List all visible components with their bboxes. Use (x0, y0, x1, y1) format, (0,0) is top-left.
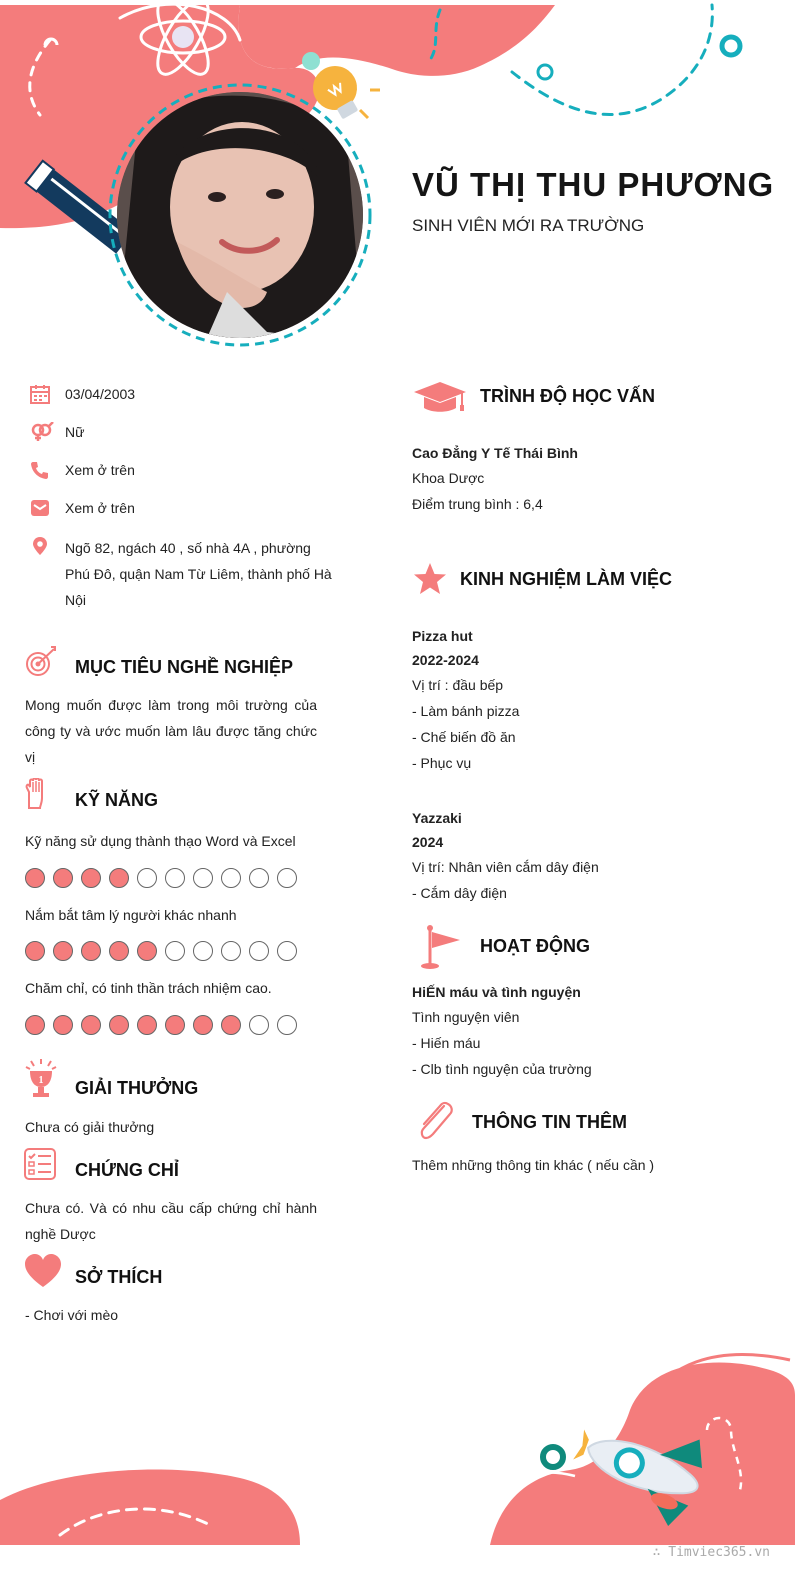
star-icon (412, 562, 448, 596)
phone-value: Xem ở trên (65, 462, 135, 478)
heart-icon (24, 1254, 62, 1288)
rating-dot-empty (193, 868, 213, 888)
education-title: TRÌNH ĐỘ HỌC VẤN (480, 386, 655, 406)
activity-line-1: Tình nguyện viên (412, 1009, 520, 1025)
atom-icon (141, 0, 225, 81)
rating-dot-filled (109, 1015, 129, 1035)
rating-dot-empty (221, 941, 241, 961)
rating-dot-empty (193, 941, 213, 961)
job-1-line-1: Vị trí : đầu bếp (412, 677, 504, 693)
rating-dot-empty (277, 868, 297, 888)
rating-dot-filled (137, 1015, 157, 1035)
rating-dot-filled (109, 941, 129, 961)
awards-text: Chưa có giải thưởng (25, 1119, 155, 1135)
skill-rating-3 (25, 1015, 297, 1035)
activity-name: HiẾN máu và tình nguyện (412, 984, 581, 1000)
svg-text:1: 1 (38, 1075, 44, 1086)
skill-rating-1 (25, 868, 297, 888)
rocket-icon (563, 1401, 713, 1531)
rating-dot-filled (25, 1015, 45, 1035)
skill-rating-2 (25, 941, 297, 961)
gender-icon (30, 422, 54, 442)
flag-icon (418, 924, 462, 970)
rating-dot-filled (137, 941, 157, 961)
gender-value: Nữ (65, 424, 85, 440)
skills-title: KỸ NĂNG (75, 790, 159, 810)
target-icon (24, 646, 58, 680)
rating-dot-filled (25, 941, 45, 961)
trophy-icon (24, 1057, 58, 1099)
rating-dot-empty (165, 941, 185, 961)
experience-title: KINH NGHIỆM LÀM VIỆC (460, 569, 673, 589)
skill-name-3: Chăm chỉ, có tinh thần trách nhiệm cao. (25, 980, 272, 996)
rating-dot-filled (25, 868, 45, 888)
education-school: Cao Đẳng Y Tế Thái Bình (412, 445, 578, 461)
rating-dot-filled (53, 1015, 73, 1035)
job-1-period: 2022-2024 (412, 652, 479, 668)
job-1-company: Pizza hut (412, 628, 473, 644)
job-title: SINH VIÊN MỚI RA TRƯỜNG (412, 216, 645, 235)
extra-text: Thêm những thông tin khác ( nếu cần ) (412, 1157, 655, 1173)
skill-name-2: Nắm bắt tâm lý người khác nhanh (25, 907, 237, 923)
graduation-cap-icon (412, 380, 468, 414)
candidate-name: VŨ THỊ THU PHƯƠNG (412, 166, 775, 203)
activities-title: HOẠT ĐỘNG (480, 936, 590, 956)
email-icon (30, 498, 50, 518)
hobbies-text: - Chơi với mèo (25, 1307, 119, 1323)
job-2-company: Yazzaki (412, 810, 462, 826)
phone-icon (30, 460, 50, 480)
rating-dot-empty (249, 1015, 269, 1035)
rating-dot-filled (53, 868, 73, 888)
rating-dot-filled (165, 1015, 185, 1035)
watermark: ∴ Timviec365.vn (652, 1545, 770, 1560)
avatar-frame (107, 82, 373, 348)
objective-title: MỤC TIÊU NGHỀ NGHIỆP (75, 657, 294, 677)
certificates-text: Chưa có. Và có nhu cầu cấp chứng chỉ hành nghề Dược (25, 1200, 317, 1242)
hand-icon (24, 778, 48, 812)
rating-dot-empty (249, 941, 269, 961)
rating-dot-empty (277, 941, 297, 961)
rating-dot-empty (221, 868, 241, 888)
education-gpa: Điểm trung bình : 6,4 (412, 496, 543, 512)
activity-line-2: - Hiến máu (412, 1035, 481, 1051)
hobbies-title: SỞ THÍCH (75, 1267, 163, 1287)
job-1-line-3: - Chế biến đồ ăn (412, 729, 516, 745)
awards-title: GIẢI THƯỞNG (75, 1078, 199, 1098)
certificates-title: CHỨNG CHỈ (75, 1160, 179, 1180)
dob-value: 03/04/2003 (65, 386, 136, 402)
paperclip-icon (414, 1100, 458, 1144)
email-value: Xem ở trên (65, 500, 135, 516)
job-1-line-2: - Làm bánh pizza (412, 703, 520, 719)
skill-name-1: Kỹ năng sử dụng thành thạo Word và Excel (25, 833, 296, 849)
address-value: Ngõ 82, ngách 40 , số nhà 4A , phường Phú Đô, quận Nam Từ Liêm, thành phố Hà Nội (65, 540, 332, 608)
job-2-line-2: - Cắm dây điện (412, 885, 507, 901)
rating-dot-empty (249, 868, 269, 888)
rating-dot-filled (109, 868, 129, 888)
rating-dot-filled (81, 1015, 101, 1035)
job-2-line-1: Vị trí: Nhân viên cắm dây điện (412, 859, 599, 875)
location-icon (30, 536, 50, 556)
extra-title: THÔNG TIN THÊM (472, 1112, 627, 1132)
rating-dot-empty (137, 868, 157, 888)
job-2-period: 2024 (412, 834, 444, 850)
rating-dot-filled (221, 1015, 241, 1035)
avatar (117, 92, 363, 338)
rating-dot-filled (81, 868, 101, 888)
calendar-icon (30, 384, 50, 404)
rating-dot-empty (165, 868, 185, 888)
education-major: Khoa Dược (412, 470, 485, 486)
checklist-icon (24, 1148, 56, 1180)
job-1-line-4: - Phục vụ (412, 755, 472, 771)
activity-line-3: - Clb tình nguyện của trường (412, 1061, 592, 1077)
rating-dot-filled (81, 941, 101, 961)
rating-dot-empty (277, 1015, 297, 1035)
rating-dot-filled (53, 941, 73, 961)
rating-dot-filled (193, 1015, 213, 1035)
objective-text: Mong muốn được làm trong môi trường của công ty và ước muốn làm lâu được tăng chức vị (25, 697, 317, 765)
